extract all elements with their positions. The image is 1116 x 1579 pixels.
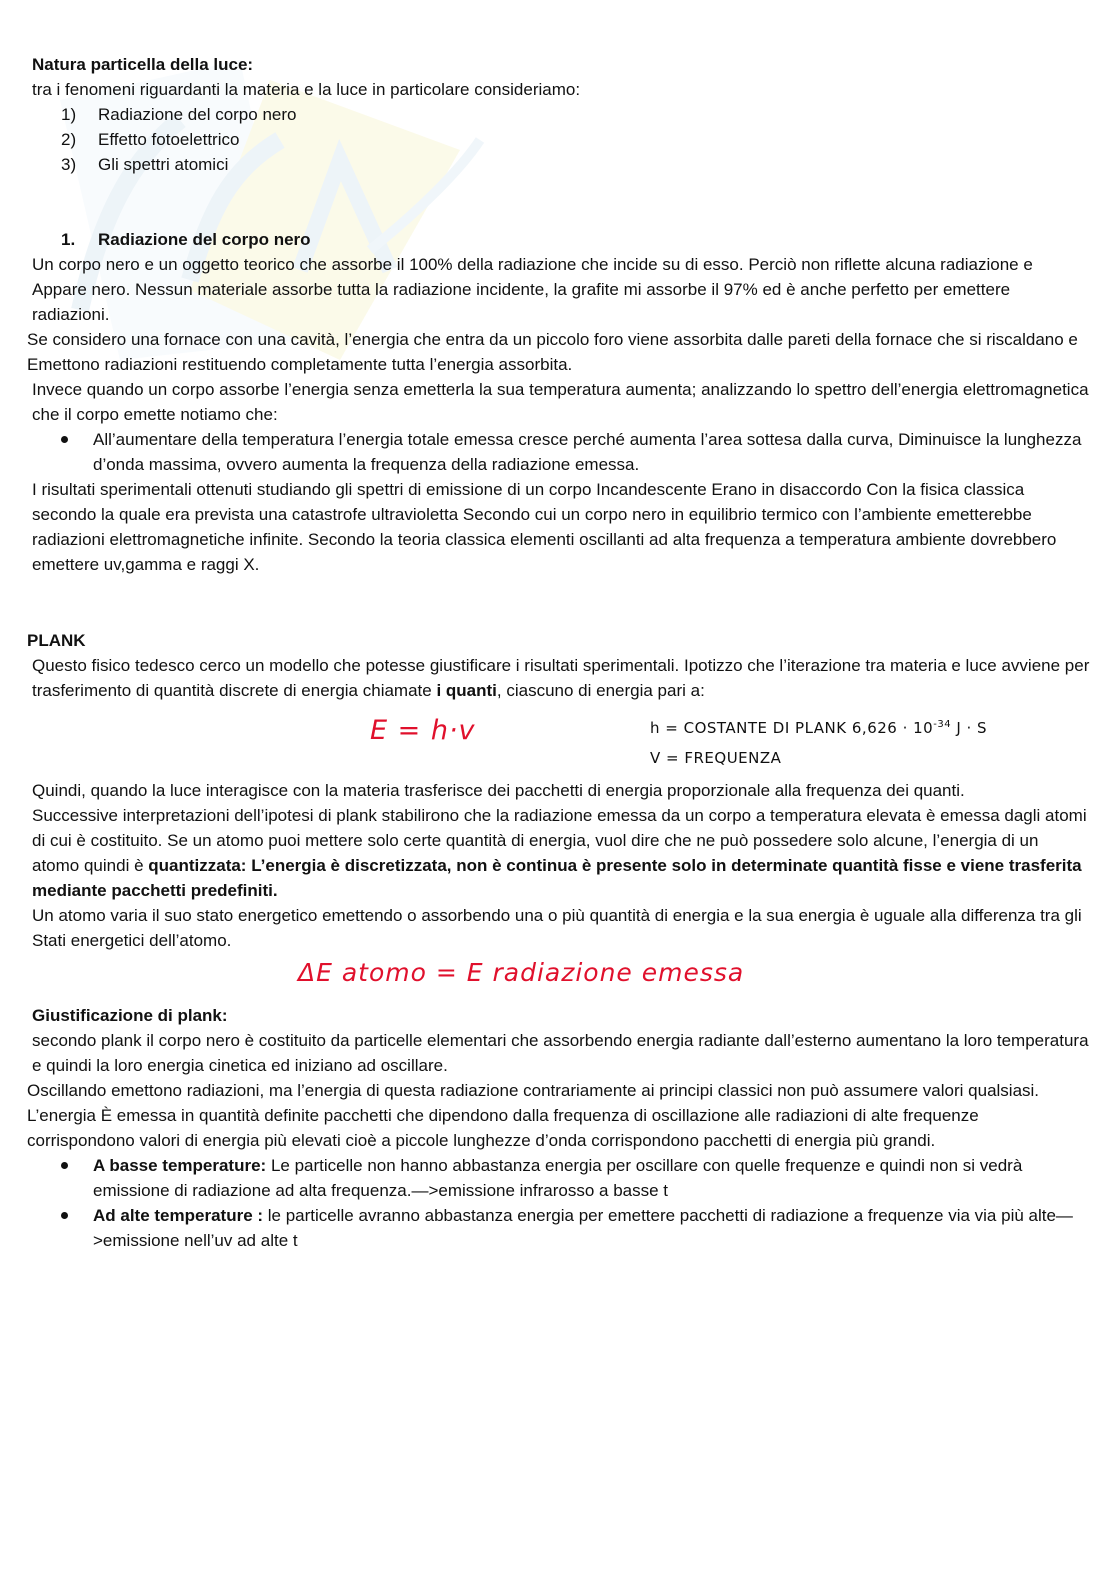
section-heading: Giustificazione di plank: [32,1006,228,1025]
paragraph: Quindi, quando la luce interagisce con la materia trasferisce dei pacchetti di energia proporzionale alla frequenza dei quanti. [32,781,965,800]
bullet-list [27,1153,1089,1253]
page-title: Natura particella della luce: [32,55,254,74]
paragraph: I risultati sperimentali ottenuti studiando gli spettri di emissione di un corpo Incandescente Erano in disaccordo Con la fisica classica secondo la quale era prevista una catastrofe ultravioletta Secondo cui un corpo nero in equilibrio termico con l’ambiente emetterebbe radiazioni elettromagnetiche infinite. Secondo la teoria classica elementi oscillanti ad alta frequenza a temperatura ambiente dovrebbero emettere uv,gamma e raggi X. [32,480,1057,574]
handwritten-note: h = COSTANTE DI PLANK $6,626 \cdot 10^{-34}$ J · S [650,719,988,737]
topics-list [61,102,661,177]
section-heading: 1. Radiazione del corpo nero [61,230,311,249]
list-item: A basse temperature: Le particelle non hanno abbastanza energia per oscillare con quelle frequenze e quindi non si vedrà emissione di radiazione ad alta frequenza.—>emissione infrarosso a basse t [27,1153,1089,1203]
paragraph: Un atomo varia il suo stato energetico emettendo o assorbendo una o più quantità di energia e la sua energia è uguale alla differenza tra gli Stati energetici dell’atomo. [32,906,1082,950]
section1-body [27,252,1089,577]
section-heading: PLANK [27,631,86,650]
paragraph: Invece quando un corpo assorbe l’energia senza emetterla la sua temperatura aumenta; analizzando lo spettro dell’energia elettromagnetica che il corpo emette notiamo che: [32,380,1089,424]
paragraph: secondo plank il corpo nero è costituito da particelle elementari che assorbendo energia radiante dall’esterno aumentano la loro temperatura e quindi la loro energia cinetica ed iniziano ad oscillare. [32,1031,1089,1075]
plank-body [27,778,1089,953]
bullet-icon [61,1162,68,1169]
bullet-list [27,427,1089,477]
paragraph: Oscillando emettono radiazioni, ma l’energia di questa radiazione contrariamente ai principi classici non può assumere valori qualsiasi. L’energia È emessa in quantità definite pacchetti che dipendono dalla frequenza di oscillazione alle radiazioni di alte frequenze corrispondono valori di energia più elevati cioè a piccole lunghezze d’onda corrispondono pacchetti di energia più grandi. [27,1081,1040,1150]
giustificazione-section [27,1003,1089,1253]
list-item: 3) Gli spettri atomici [61,155,229,174]
intro-text: tra i fenomeni riguardanti la materia e la luce in particolare consideriamo: [32,80,581,99]
list-item: All’aumentare della temperatura l’energia totale emessa cresce perché aumenta l’area sottesa dalla curva, Diminuisce la lunghezza d’onda massima, ovvero aumenta la frequenza della radiazione emessa. [27,427,1089,477]
handwritten-note: V = FREQUENZA [650,749,782,767]
handwritten-formula: ΔE atomo = E radiazione emessa [298,958,745,987]
paragraph: Successive interpretazioni dell’ipotesi di plank stabilirono che la radiazione emessa da un corpo a temperatura elevata è emessa dagli atomi di cui è costituito. Se un atomo puoi mettere solo certe quantità di energia, vuol dire che ne può possedere solo alcune, l’energia di un atomo quindi è quantizzata: L’energia è discretizzata, non è continua è presente solo in determinate quantità fisse e viene trasferita mediante pacchetti predefiniti. [32,806,1087,900]
bullet-icon [61,1212,68,1219]
paragraph: Se considero una fornace con una cavità, l’energia che entra da un piccolo foro viene assorbita dalle pareti della fornace che si riscaldano e Emettono radiazioni restituendo completamente tutta l’energia assorbita. [27,330,1078,374]
list-item: 2) Effetto fotoelettrico [61,130,240,149]
handwritten-formula: E = h·v [370,715,476,746]
paragraph: Questo fisico tedesco cerco un modello che potesse giustificare i risultati sperimentali. Ipotizzo che l’iterazione tra materia e luce avviene per trasferimento di quantità discrete di energia chiamate i quanti, ciascuno di energia pari a: [32,656,1090,700]
paragraph: Un corpo nero e un oggetto teorico che assorbe il 100% della radiazione che incide su di esso. Perciò non riflette alcuna radiazione e Appare nero. Nessun materiale assorbe tutta la radiazione incidente, la grafite mi assorbe il 97% ed è anche perfetto per emettere radiazioni. [32,255,1033,324]
bullet-icon [61,436,68,443]
list-item: Ad alte temperature : le particelle avranno abbastanza energia per emettere pacchetti di radiazione a frequenze via via più alte—>emissione nell’uv ad alte t [27,1203,1089,1253]
list-item: 1) Radiazione del corpo nero [61,105,297,124]
